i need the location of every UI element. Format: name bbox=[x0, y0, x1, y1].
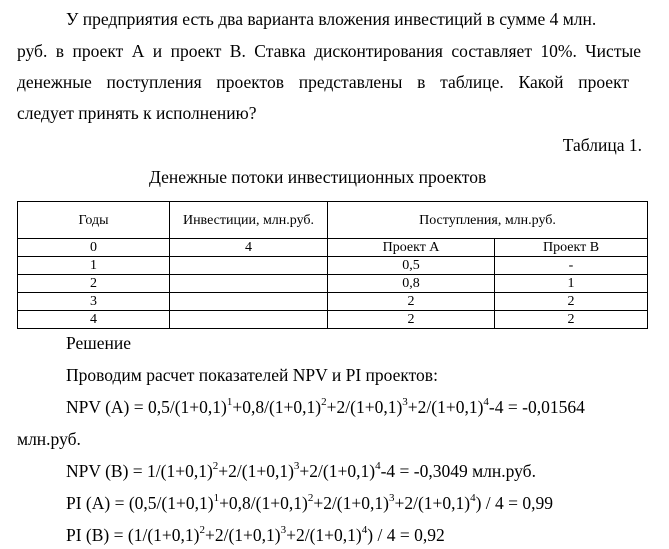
cell-invest bbox=[170, 275, 328, 293]
problem-line-1: У предприятия есть два варианта вложения инвестиций в сумме 4 млн. bbox=[66, 9, 597, 29]
cell-invest bbox=[170, 257, 328, 275]
cell-year: 3 bbox=[18, 293, 170, 311]
npv-b-formula: NPV $(B) = 1/(1+0,1)^2+2/(1+0,1)^3+2/(1+0,1)^4-4 = -0,3049$ млн.руб. bbox=[66, 460, 536, 481]
solution-intro: Проводим расчет показателей NPV и PI проектов: bbox=[66, 365, 438, 385]
header-investments: Инвестиции, млн.руб. bbox=[170, 202, 328, 239]
table-header-row bbox=[18, 202, 648, 239]
cell-project-a: 2 bbox=[328, 293, 495, 311]
cell-year: 4 bbox=[18, 311, 170, 329]
solution-heading: Решение bbox=[66, 333, 132, 353]
problem-line-2: руб. в проект А и проект В. Ставка дисконтирования составляет 10%. Чистые bbox=[17, 41, 641, 61]
problem-line-4: следует принять к исполнению? bbox=[17, 103, 257, 123]
cell-project-b: 2 bbox=[495, 311, 648, 329]
subheader-project-a: Проект А bbox=[328, 239, 495, 257]
cell-invest bbox=[170, 311, 328, 329]
table-row bbox=[18, 257, 648, 275]
table-title: Денежные потоки инвестиционных проектов bbox=[149, 167, 487, 187]
pi-b-formula: PI $(B) = (1/(1+0,1)^2+2/(1+0,1)^3+2/(1+0,1)^4) / 4 = 0,92$ bbox=[66, 524, 445, 545]
header-years: Годы bbox=[18, 202, 170, 239]
npv-a-formula: NPV $(A) = 0,5/(1+0,1)^1+0,8/(1+0,1)^2+2/(1+0,1)^3+2/(1+0,1)^4-4 = -0,01564$ bbox=[66, 396, 585, 417]
npv-a-unit: млн.руб. bbox=[17, 429, 81, 449]
cell-year: 1 bbox=[18, 257, 170, 275]
table-row bbox=[18, 275, 648, 293]
table-row bbox=[18, 311, 648, 329]
cell-project-a: 0,5 bbox=[328, 257, 495, 275]
table-label: Таблица 1. bbox=[562, 135, 642, 155]
header-receipts: Поступления, млн.руб. bbox=[328, 202, 648, 239]
cell-year: 2 bbox=[18, 275, 170, 293]
subheader-project-b: Проект В bbox=[495, 239, 648, 257]
cell-invest bbox=[170, 293, 328, 311]
cell-project-a: 0,8 bbox=[328, 275, 495, 293]
table-row bbox=[18, 293, 648, 311]
cell-year: 0 bbox=[18, 239, 170, 257]
cell-project-b: 1 bbox=[495, 275, 648, 293]
cash-flow-table bbox=[17, 201, 648, 329]
cell-project-b: 2 bbox=[495, 293, 648, 311]
problem-line-3: денежные поступления проектов представлены в таблице. Какой проект bbox=[17, 72, 629, 92]
cell-project-a: 2 bbox=[328, 311, 495, 329]
cell-invest: 4 bbox=[170, 239, 328, 257]
table-row bbox=[18, 239, 648, 257]
pi-a-formula: PI $(A) = (0,5/(1+0,1)^1+0,8/(1+0,1)^2+2/(1+0,1)^3+2/(1+0,1)^4) / 4 = 0,99$ bbox=[66, 492, 554, 513]
cell-project-b: - bbox=[495, 257, 648, 275]
